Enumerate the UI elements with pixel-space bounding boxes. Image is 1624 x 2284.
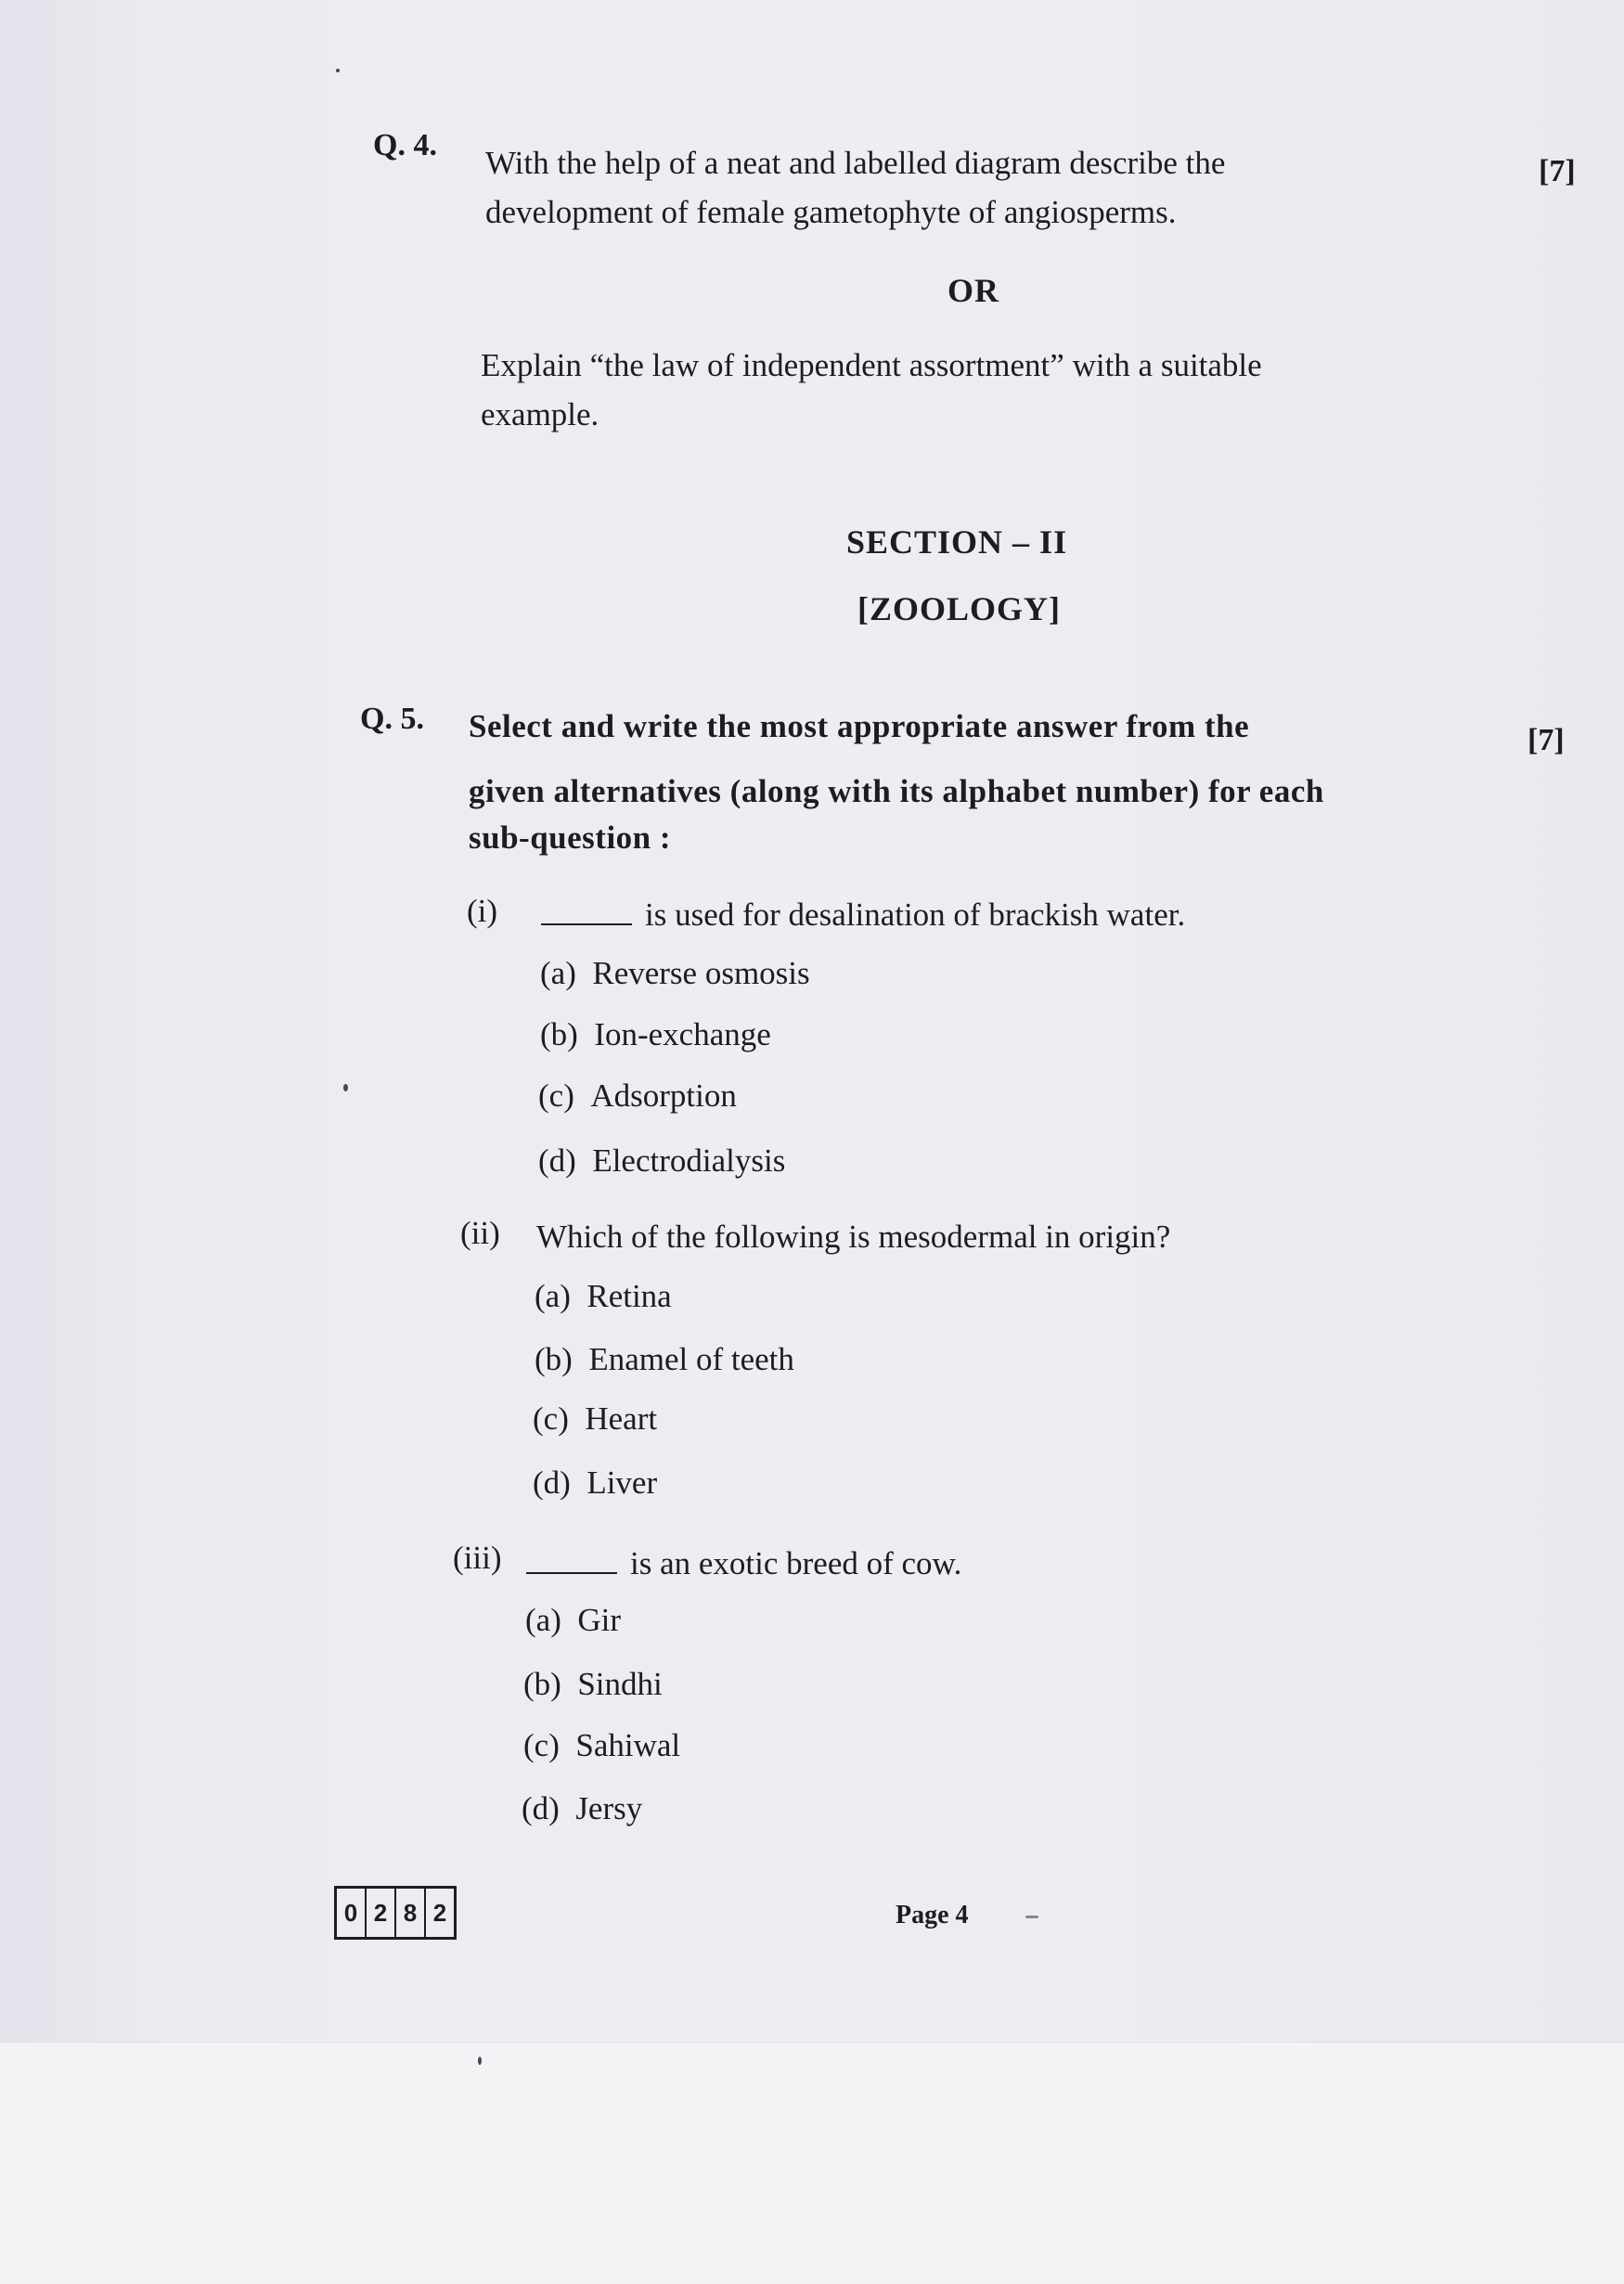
q5-sub-3-option-a: [525, 1602, 621, 1639]
paper-code-box: [334, 1886, 457, 1940]
option-label: (b): [540, 1016, 578, 1052]
q5-number: Q. 5.: [360, 702, 424, 736]
q4-number: Q. 4.: [373, 128, 437, 162]
q5-sub-2-option-d: [533, 1465, 657, 1502]
q5-sub-2-number: (ii): [460, 1215, 500, 1251]
q5-line-2: given alternatives (along with its alphabet number) for each: [469, 773, 1324, 809]
scan-speck: [343, 1084, 348, 1091]
q5-line-3: sub-question :: [469, 819, 672, 856]
q4-line-2: development of female gametophyte of angiosperms.: [485, 194, 1177, 230]
q4-alt-line-2: example.: [481, 396, 599, 432]
q5-sub-1-option-d: [538, 1142, 785, 1180]
code-digit: 0: [337, 1889, 367, 1937]
option-label: (b): [535, 1341, 573, 1377]
q5-sub-3-question: [526, 1545, 961, 1582]
q5-sub-1-option-c: [538, 1077, 737, 1115]
option-text: Reverse osmosis: [592, 955, 810, 991]
q5-sub-3-option-c: [523, 1727, 680, 1764]
section-title: SECTION – II: [846, 523, 1068, 561]
option-label: (c): [533, 1400, 569, 1437]
option-text: Sahiwal: [575, 1727, 681, 1763]
answer-blank: [541, 897, 632, 925]
scan-speck: [336, 69, 340, 72]
option-text: Retina: [586, 1278, 672, 1314]
q5-sub-3-option-b: [523, 1666, 663, 1703]
option-text: Heart: [585, 1400, 658, 1437]
option-text: Electrodialysis: [592, 1142, 786, 1179]
q5-sub-1-option-b: [540, 1016, 771, 1053]
scan-speck: [478, 2057, 482, 2065]
q5-sub-1-text: is used for desalination of brackish water.: [645, 897, 1186, 933]
option-label: (a): [540, 955, 576, 991]
q5-line-1: Select and write the most appropriate answer from the: [469, 708, 1250, 744]
option-text: Ion-exchange: [594, 1016, 771, 1052]
option-label: (a): [525, 1602, 561, 1638]
q4-or-label: OR: [947, 272, 999, 309]
option-label: (d): [522, 1790, 560, 1826]
code-digit: 8: [396, 1889, 426, 1937]
option-label: (d): [533, 1465, 571, 1501]
option-text: Jersy: [575, 1790, 643, 1826]
option-label: (c): [523, 1727, 560, 1763]
page-number: Page 4: [896, 1901, 969, 1929]
q5-sub-2-option-c: [533, 1400, 657, 1438]
q5-sub-2-text: Which of the following is mesodermal in origin?: [536, 1219, 1171, 1255]
scan-speck: [1025, 1916, 1038, 1918]
q5-marks: [7]: [1527, 723, 1565, 757]
code-digit: 2: [432, 1898, 447, 1927]
option-label: (c): [538, 1077, 574, 1114]
code-digit: 2: [367, 1889, 396, 1937]
q5-sub-1-question: [541, 897, 1185, 934]
answer-blank: [526, 1546, 617, 1574]
section-subtitle: [ZOOLOGY]: [857, 590, 1062, 627]
option-text: Sindhi: [577, 1666, 663, 1702]
q5-sub-1-option-a: [540, 955, 810, 992]
scanner-bed-area: [0, 2042, 1624, 2284]
q5-sub-1-number: (i): [467, 893, 498, 929]
q5-sub-2-option-a: [535, 1278, 672, 1315]
q5-sub-3-text: is an exotic breed of cow.: [630, 1545, 962, 1581]
option-text: Adsorption: [590, 1077, 737, 1114]
q4-alt-line-1: Explain “the law of independent assortment” with a suitable: [481, 347, 1262, 383]
q5-sub-3-option-d: [522, 1790, 642, 1827]
option-label: (b): [523, 1666, 561, 1702]
q5-sub-3-number: (iii): [453, 1540, 502, 1576]
option-text: Enamel of teeth: [588, 1341, 794, 1377]
option-text: Liver: [586, 1465, 658, 1501]
q4-marks: [7]: [1539, 154, 1576, 188]
option-text: Gir: [577, 1602, 622, 1638]
q5-sub-2-option-b: [535, 1341, 794, 1378]
q4-line-1: With the help of a neat and labelled diagram describe the: [485, 145, 1226, 181]
option-label: (a): [535, 1278, 571, 1314]
option-label: (d): [538, 1142, 576, 1179]
